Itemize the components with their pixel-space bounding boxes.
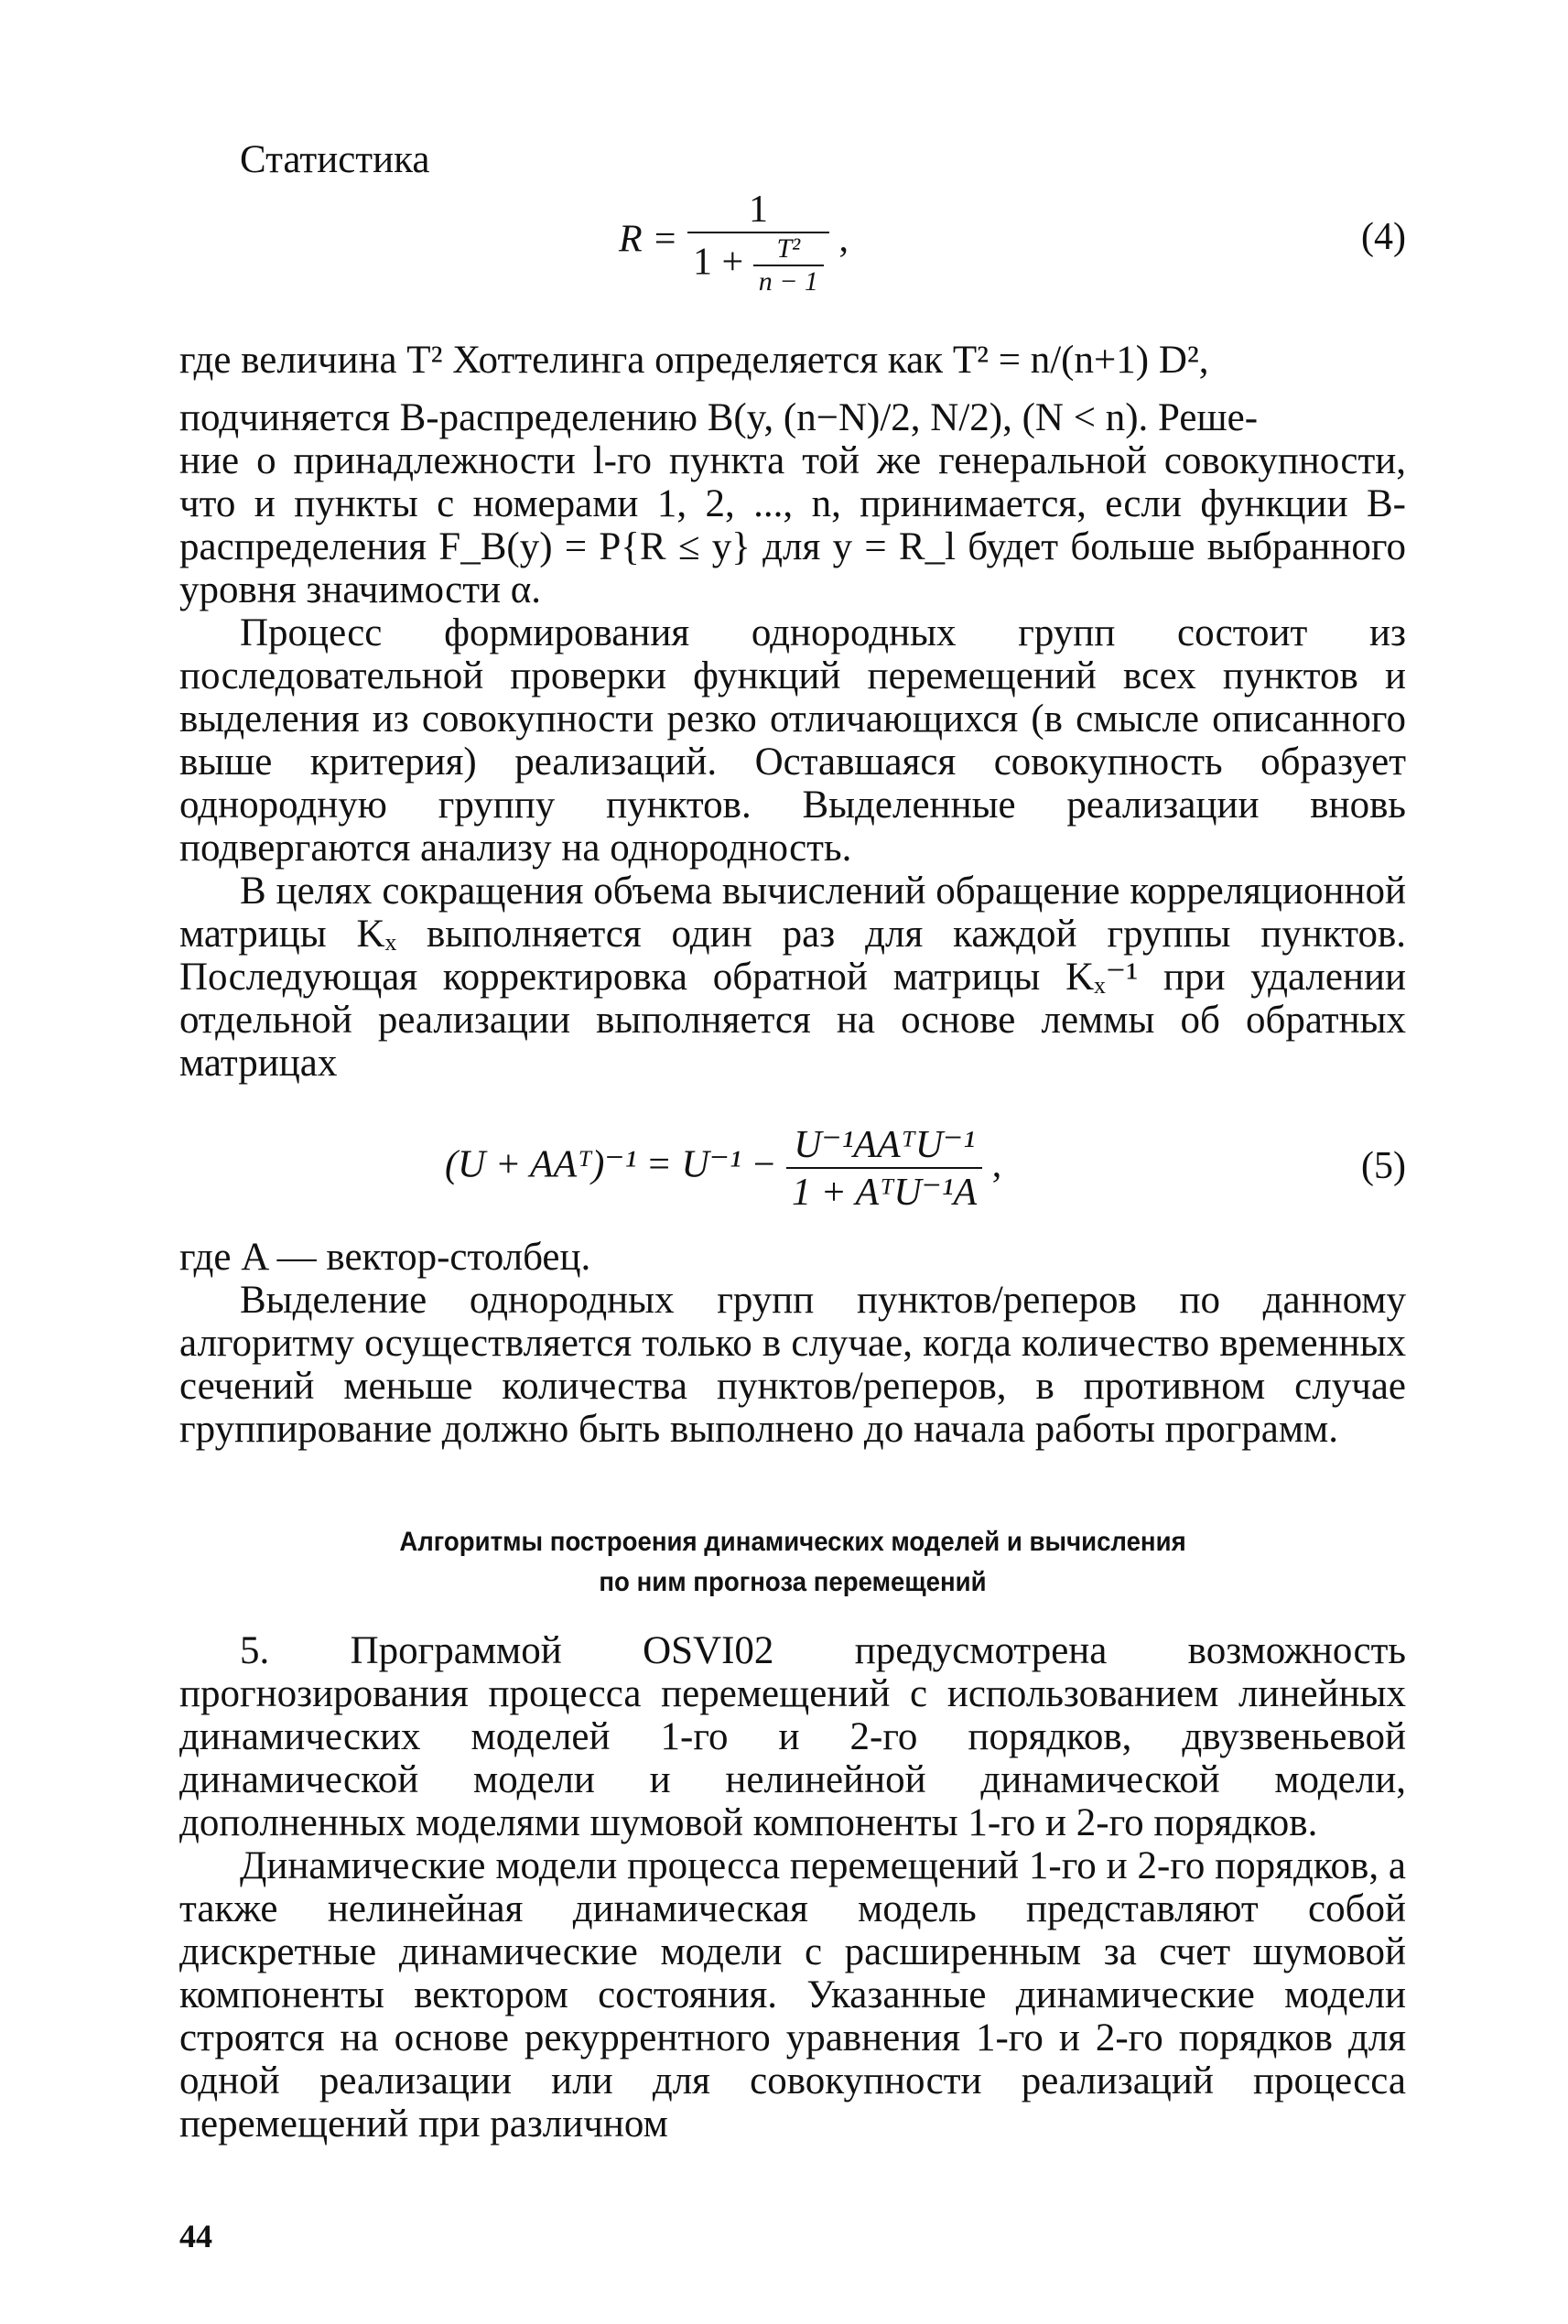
main-text-top — [179, 339, 1406, 1085]
equation-number-4: (4) — [1361, 216, 1406, 258]
paragraph-5: Выделение однородных групп пунктов/реперов по данному алгоритму осуществляется только в случае, когда количество временных сечений меньше количества пунктов/реперов, в противном случае группирование должно быть выполнено до начала работы программ. — [179, 1279, 1406, 1451]
equation-number-5: (5) — [1361, 1145, 1406, 1187]
paragraph-1-line-1: где величина T² Хоттелинга определяется как T² = n/(n+1) D², — [179, 339, 1209, 382]
section-heading-line-1: Алгоритмы построения динамических моделей и вычисления — [399, 1527, 1186, 1557]
paragraph-7: Динамические модели процесса перемещений 1-го и 2-го порядков, а также нелинейная динамическая модель представляют собой дискретные динамические модели с расширенным за счет шумовой компоненты вектором состояния. Указанные динамические модели строятся на основе рекуррентного уравнения 1-го и 2-го порядков для одной реализации или для совокупности реализаций процесса перемещений при различном — [179, 1844, 1406, 2146]
formula-4-expression: R = 1 1 + $\frac{\text{T²}}{n - 1}$ , — [619, 189, 849, 297]
formula-5 — [179, 1121, 1406, 1222]
formula-5-expression: (U + AAᵀ)⁻¹ = U⁻¹ − $\frac{\text{U⁻¹AAᵀU⁻¹}}{\text{1 + AᵀU⁻¹A}}$ , — [445, 1121, 1001, 1215]
formula-4 — [179, 188, 1406, 307]
section-heading-line-2: по ним прогноза перемещений — [599, 1567, 987, 1597]
paragraph-2: Процесс формирования однородных групп состоит из последовательной проверки функций перемещений всех пунктов и выделения из совокупности резко отличающихся (в смысле описанного выше критерия) реализаций. Оставшаяся совокупность образует однородную группу пунктов. Выделенные реализации вновь подвергаются анализу на однородность. — [179, 611, 1406, 870]
paragraph-3: В целях сокращения объема вычислений обращение корреляционной матрицы Kₓ выполняется один раз для каждой группы пунктов. Последующая корректировка обратной матрицы Kₓ⁻¹ при удалении отдельной реализации выполняется на основе леммы об обратных матрицах — [179, 870, 1406, 1085]
intro-word: Статистика — [240, 138, 430, 181]
paragraph-4: где A — вектор-столбец. — [179, 1236, 591, 1279]
section-heading — [229, 1522, 1357, 1603]
paragraph-6: 5. Программой OSVI02 предусмотрена возможность прогнозирования процесса перемещений с использованием линейных динамических моделей 1-го и 2-го порядков, двузвеньевой динамической модели и нелинейной динамической модели, дополненных моделями шумовой компоненты 1-го и 2-го порядков. — [179, 1629, 1406, 1844]
page-number: 44 — [179, 2218, 212, 2254]
paragraph-1-line-2: подчиняется B-распределению B(y, (n−N)/2, N/2), (N < n). Реше- — [179, 396, 1259, 439]
main-text-middle — [179, 1236, 1406, 1451]
paragraph-1-rest: ние о принадлежности l-го пункта той же генеральной совокупности, что и пункты с номерами 1, 2, ..., n, принимается, если функции B-распределения F_B(y) = P{R ≤ y} для y = R_l будет больше выбранного уровня значимости α. — [179, 439, 1406, 611]
main-text-bottom — [179, 1629, 1406, 2146]
